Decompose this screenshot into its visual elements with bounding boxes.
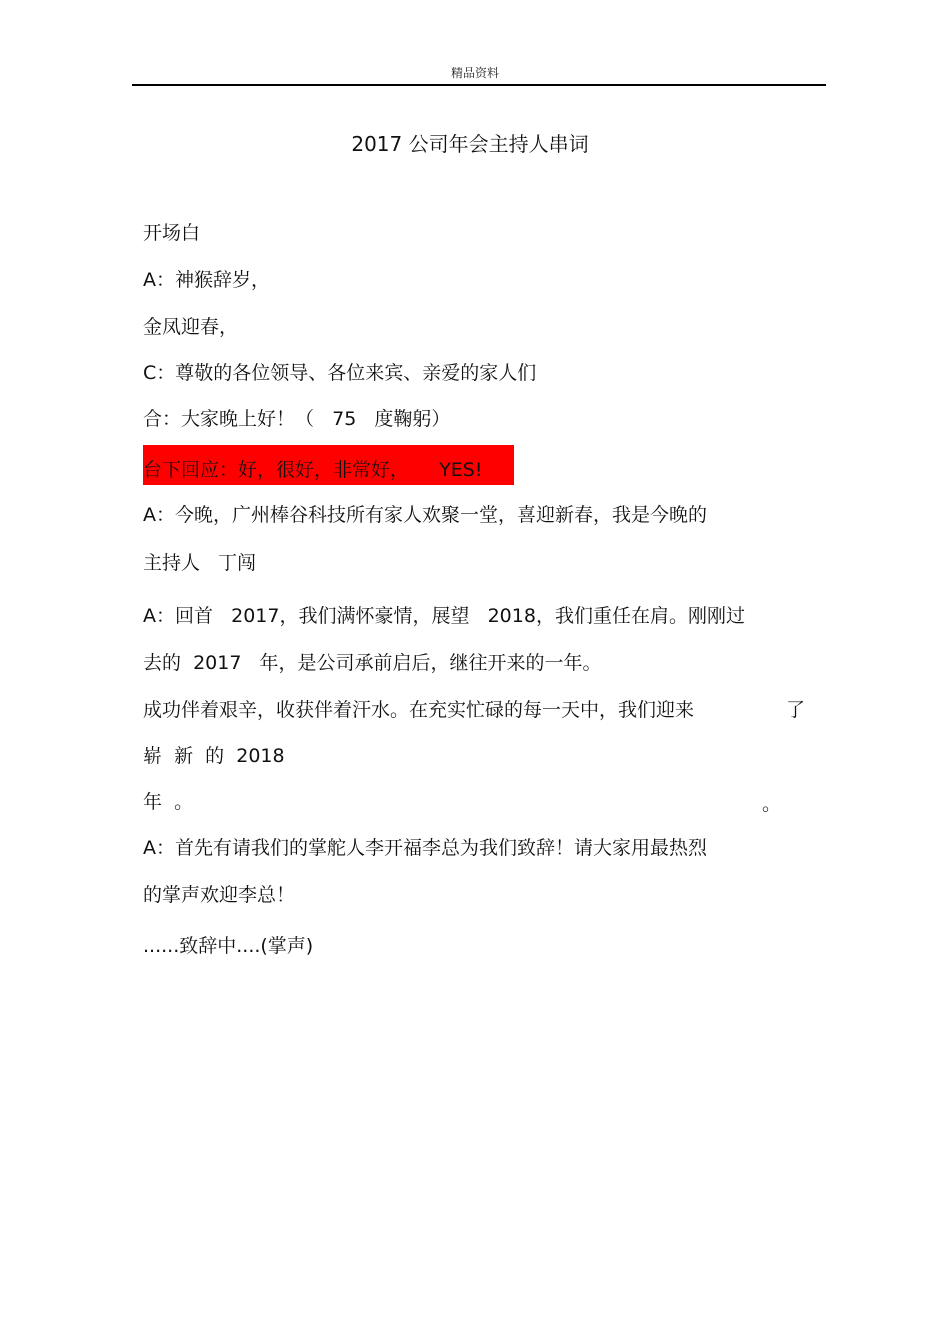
script-line: ......致辞中....(掌声) (143, 935, 314, 957)
document-title: 2017 公司年会主持人串词 (351, 132, 589, 156)
script-line: 去的 2017 年，是公司承前启后，继往开来的一年。 (143, 652, 602, 674)
script-line: 主持人 丁闯 (143, 552, 257, 574)
script-line: 成功伴着艰辛，收获伴着汗水。在充实忙碌的每一天中，我们迎来 (143, 699, 695, 721)
script-line: A：回首 2017，我们满怀豪情，展望 2018，我们重任在肩。刚刚过 (143, 605, 745, 627)
script-line: 金凤迎春， (143, 316, 239, 338)
section-heading-opening: 开场白 (143, 222, 201, 244)
audience-response-line: 台下回应：好，很好，非常好， YES! (143, 459, 483, 481)
script-line: 的掌声欢迎李总！ (143, 884, 296, 906)
page-header-label: 精品资料 (450, 66, 499, 80)
script-line: A：首先有请我们的掌舵人李开福李总为我们致辞！请大家用最热烈 (143, 837, 707, 859)
script-line: 年 。 (143, 791, 194, 813)
script-line: A：今晚，广州棒谷科技所有家人欢聚一堂，喜迎新春，我是今晚的 (143, 504, 707, 526)
script-line: 合：大家晚上好！（ 75 度鞠躬） (143, 408, 451, 430)
script-line: 崭 新 的 2018 (143, 745, 285, 767)
script-line-tail: 。 (762, 793, 782, 815)
header-divider (132, 84, 826, 86)
script-line-tail: 了 (786, 699, 806, 721)
script-line: A：神猴辞岁， (143, 269, 270, 291)
script-line: C：尊敬的各位领导、各位来宾、亲爱的家人们 (143, 362, 537, 384)
